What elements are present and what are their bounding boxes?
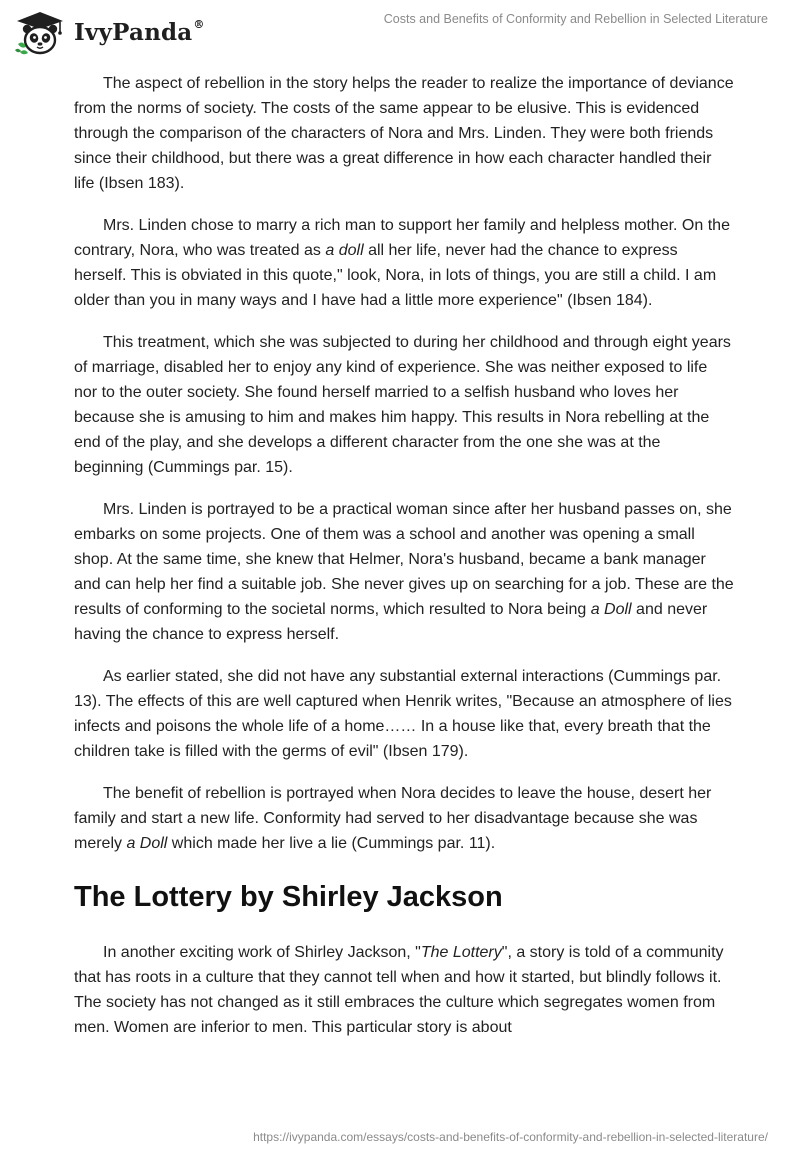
italic-title-text: a doll — [325, 241, 364, 259]
paragraph-text: Mrs. Linden chose to marry a rich man to support her family and helpless mother. On the contrary, Nora, who was treated as — [74, 217, 730, 259]
paragraph-text: The aspect of rebellion in the story helps the reader to realize the importance of deviance from the norms of society. The costs of the same appear to be elusive. This is evidenced through the comparison of the characters of Nora and Mrs. Linden. They were both friends since their childhood, but there was a great difference in how each character handled their life (Ibsen 183). — [74, 75, 734, 192]
paragraph-text: all her life, never had the chance to express herself. This is obviated in this quote," look, Nora, in lots of things, you are still a child. I am older than you in many ways and I have had a little more experience" (Ibsen 184). — [74, 241, 717, 309]
paragraph-text: which made her live a lie (Cummings par. 11). — [167, 834, 496, 852]
paragraph-text: In another exciting work of Shirley Jackson, " — [103, 943, 421, 961]
paragraph-text: ", a story is told of a community that has roots in a culture that they cannot tell when and how it started, but blindly follows it. The society has not changed as it still embraces the culture which segregates women from men. Women are inferior to men. This particular story is about — [74, 943, 724, 1036]
italic-title-text: The Lottery — [420, 943, 502, 961]
body-paragraph — [74, 214, 734, 314]
essay-body — [74, 72, 734, 1058]
paragraph-list — [74, 72, 734, 857]
italic-title-text: a Doll — [126, 834, 168, 852]
body-paragraph — [74, 941, 734, 1041]
page-header — [0, 0, 800, 62]
section-paragraph-list — [74, 941, 734, 1041]
italic-title-text: a Doll — [590, 600, 632, 618]
body-paragraph — [74, 665, 734, 765]
panda-graduate-icon — [14, 10, 66, 56]
paragraph-text: This treatment, which she was subjected to during her childhood and through eight years of marriage, disabled her to enjoy any kind of experience. She was neither exposed to life nor to the outer society. She found herself married to a selfish husband who loves her because she is amusing to him and makes him happy. This results in Nora rebelling at the end of the play, and she develops a different character from the one she was at the beginning (Cummings par. 15). — [74, 334, 731, 476]
registered-mark: ® — [193, 17, 205, 31]
paragraph-text: Mrs. Linden is portrayed to be a practical woman since after her husband passes on, she embarks on some projects. One of them was a school and another was opening a small shop. At the same time, she knew that Helmer, Nora's husband, became a bank manager and can help her find a suitable job. She never gives up on searching for a job. These are the results of conforming to the societal norms, which resulted to Nora being — [74, 501, 734, 618]
paragraph-text: and never having the chance to express herself. — [74, 600, 708, 643]
ivypanda-logo[interactable] — [14, 10, 205, 56]
body-paragraph — [74, 72, 734, 197]
brand-name: IvyPanda® — [74, 17, 205, 46]
paragraph-text: As earlier stated, she did not have any substantial external interactions (Cummings par. 13). The effects of this are well captured when Henrik writes, "Because an atmosphere of lies infects and poisons the whole life of a home…… In a house like that, every breath that the children take is filled with the germs of evil" (Ibsen 179). — [74, 668, 732, 760]
body-paragraph — [74, 782, 734, 857]
document-title: Costs and Benefits of Conformity and Rebellion in Selected Literature — [383, 12, 768, 26]
paragraph-text: The benefit of rebellion is portrayed when Nora decides to leave the house, desert her family and start a new life. Conformity had served to her disadvantage because she was merely — [74, 785, 712, 852]
section-heading: The Lottery by Shirley Jackson — [74, 880, 503, 913]
body-paragraph — [74, 331, 734, 480]
source-url-link[interactable]: https://ivypanda.com/essays/costs-and-benefits-of-conformity-and-rebellion-in-selected-literature/ — [253, 1130, 768, 1144]
body-paragraph — [74, 498, 734, 647]
